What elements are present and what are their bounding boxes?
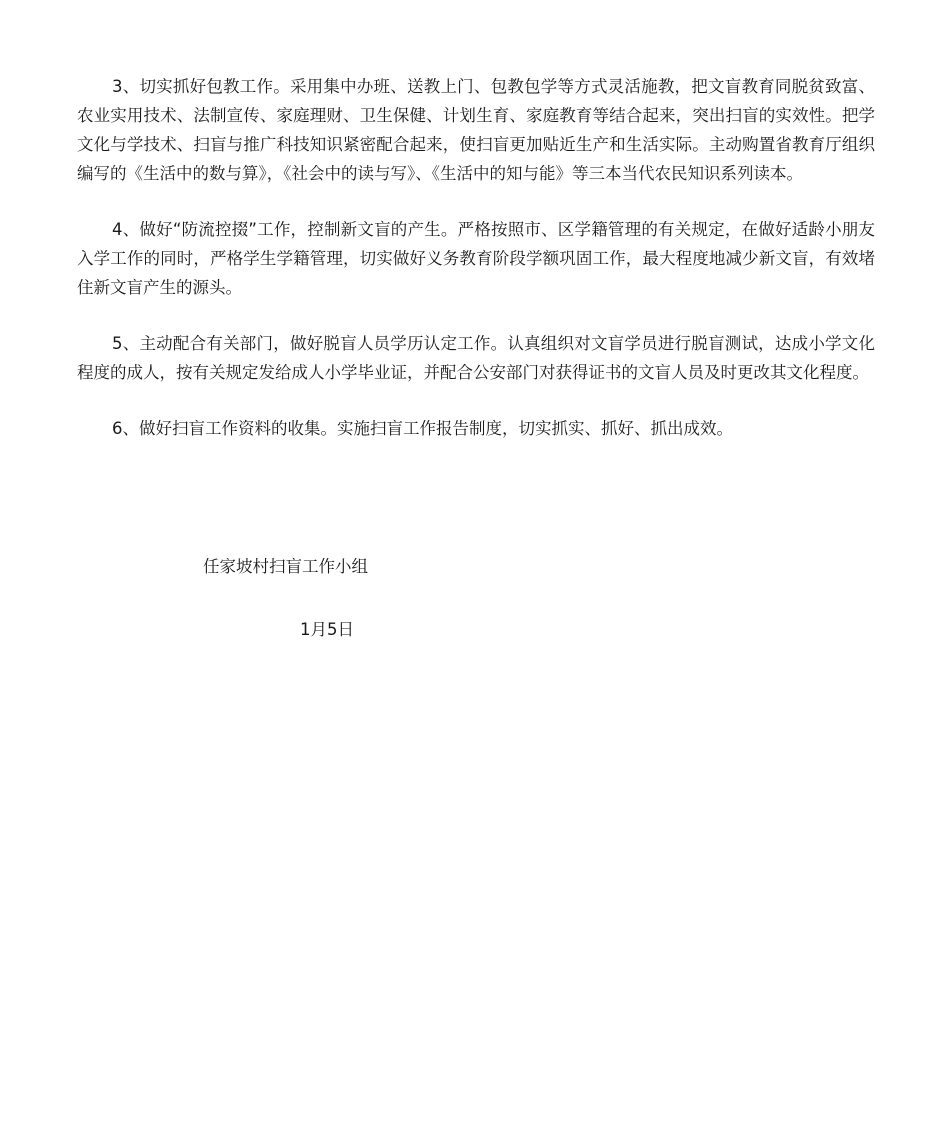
paragraph-item-5: 5、主动配合有关部门，做好脱盲人员学历认定工作。认真组织对文盲学员进行脱盲测试，达成小学文化程度的成人，按有关规定发给成人小学毕业证，并配合公安部门对获得证书的文盲人员及时更改其文化程度。 <box>77 334 875 382</box>
signature-date: 1月5日 <box>300 620 354 639</box>
paragraph-item-6: 6、做好扫盲工作资料的收集。实施扫盲工作报告制度，切实抓实、抓好、抓出成效。 <box>112 419 733 438</box>
signature-organization: 任家坡村扫盲工作小组 <box>203 557 368 576</box>
paragraph-item-3: 3、切实抓好包教工作。采用集中办班、送教上门、包教包学等方式灵活施教，把文盲教育同脱贫致富、农业实用技术、法制宣传、家庭理财、卫生保健、计划生育、家庭教育等结合起来，突出扫盲的实效性。把学文化与学技术、扫盲与推广科技知识紧密配合起来，使扫盲更加贴近生产和生活实际。主动购置省教育厅组织编写的《生活中的数与算》，《社会中的读与写》、《生活中的知与能》等三本当代农民知识系列读本。 <box>77 77 875 183</box>
paragraph-item-4: 4、做好“防流控掇”工作，控制新文盲的产生。严格按照市、区学籍管理的有关规定，在做好适龄小朋友入学工作的同时，严格学生学籍管理，切实做好义务教育阶段学额巩固工作，最大程度地减少新文盲，有效堵住新文盲产生的源头。 <box>77 220 875 297</box>
document-body <box>77 72 875 470</box>
